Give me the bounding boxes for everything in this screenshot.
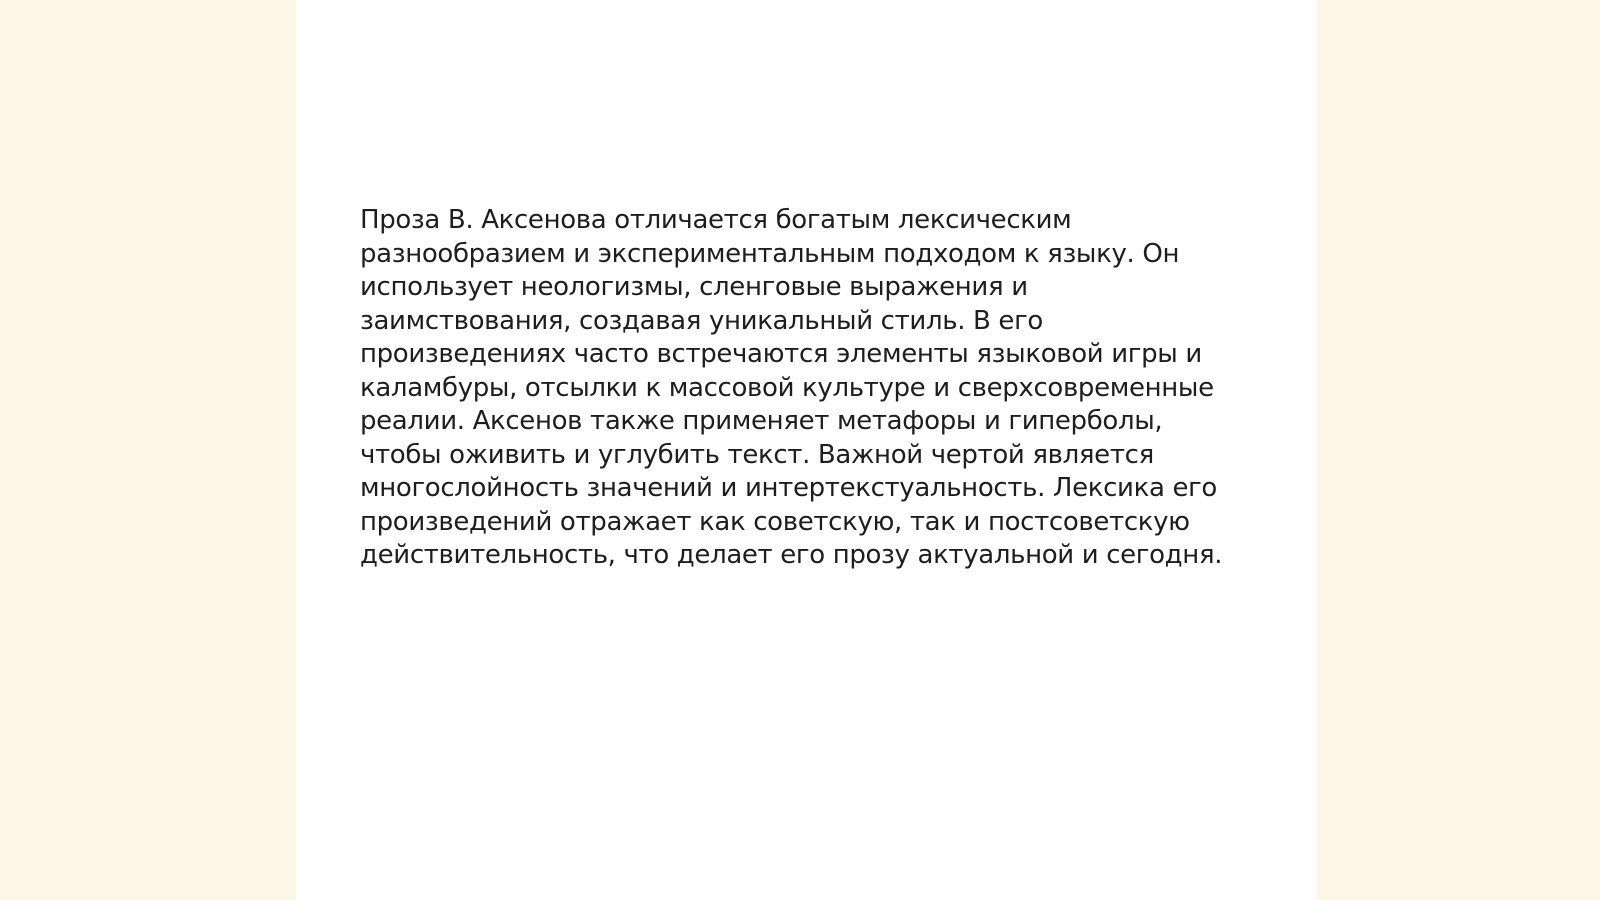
text-line: использует неологизмы, сленговые выражения и: [360, 272, 1028, 302]
text-line: реалии. Аксенов также применяет метафоры и гиперболы,: [360, 406, 1163, 436]
text-line: действительность, что делает его прозу актуальной и сегодня.: [360, 540, 1223, 570]
slide-body-text: [360, 204, 1240, 573]
slide-page: [296, 0, 1316, 900]
text-line: заимствования, создавая уникальный стиль. В его: [360, 305, 1043, 336]
text-line: Проза В. Аксенова отличается богатым лексическим: [360, 205, 1072, 235]
text-line: каламбуры, отсылки к массовой культуре и сверхсовременные: [360, 372, 1214, 403]
text-line: произведениях часто встречаются элементы языковой игры и: [360, 339, 1202, 369]
text-line: многослойность значений и интертекстуальность. Лексика его: [360, 473, 1217, 503]
text-line: произведений отражает как советскую, так и постсоветскую: [360, 506, 1190, 537]
text-line: чтобы оживить и углубить текст. Важной чертой является: [360, 439, 1154, 470]
text-line: разнообразием и экспериментальным подходом к языку. Он: [360, 238, 1180, 269]
